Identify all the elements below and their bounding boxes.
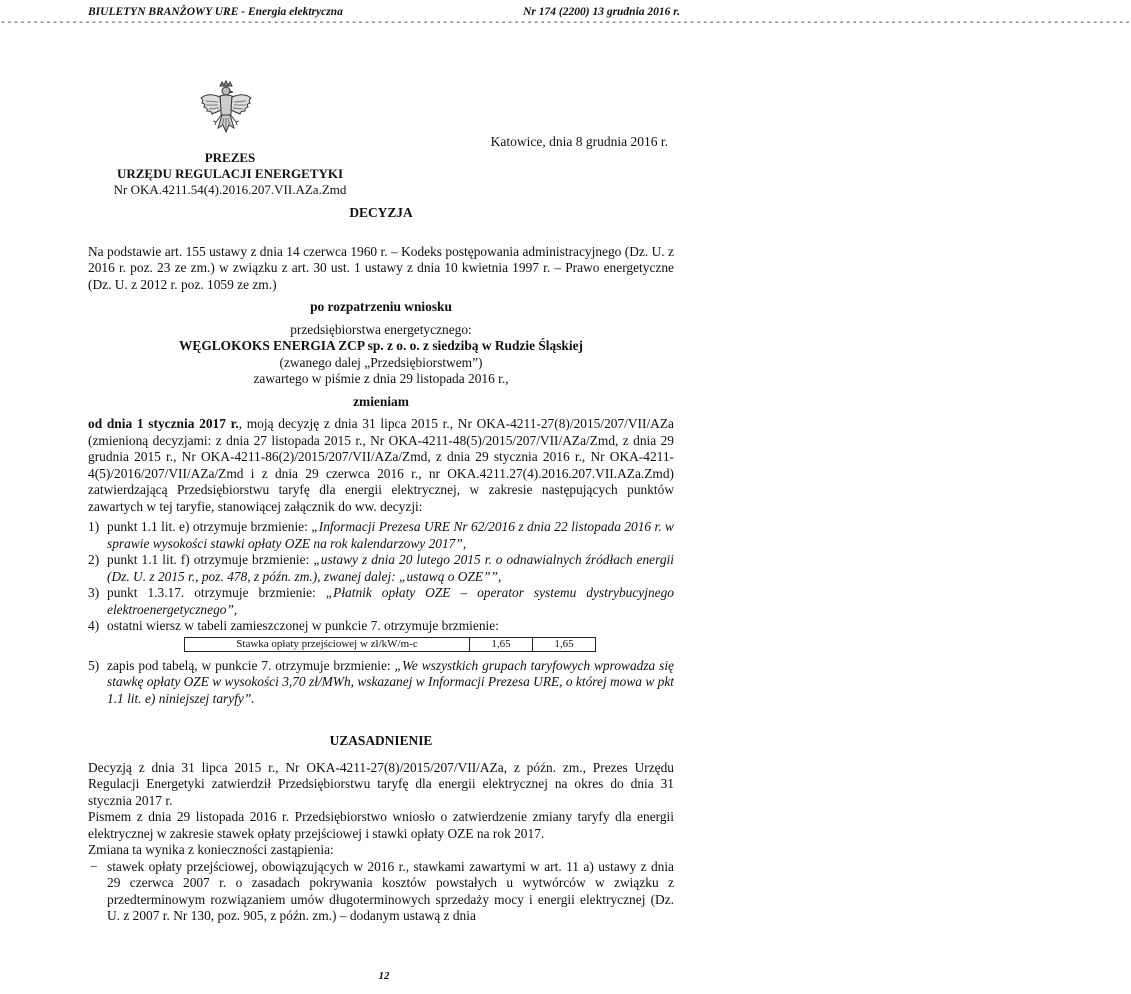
rate-label-cell: Stawka opłaty przejściowej w zł/kW/m-c	[185, 637, 470, 651]
authority-office: URZĘDU REGULACJI ENERGETYKI	[116, 166, 344, 181]
rate-table	[184, 637, 596, 652]
change-heading: zmieniam	[353, 393, 409, 409]
justification-paragraph: Pismem z dnia 29 listopada 2016 r. Przedsiębiorstwo wniosło o zatwierdzenie zmiany taryfy dla energii elektrycznej w zakresie stawek opłaty przejściowej i stawki opłaty OZE na rok 2017.	[88, 809, 674, 841]
justification-paragraph: Decyzją z dnia 31 lipca 2015 r., Nr OKA-4211-27(8)/2015/207/VII/AZa, z późn. zm., Prezes Urzędu Regulacji Energetyki zatwierdził Przedsiębiorstwu taryfę dla energii elektrycznej na okres do dnia 31 stycznia 2017 r.	[88, 759, 674, 808]
list-item: 3) punkt 1.3.17. otrzymuje brzmienie: „Płatnik opłaty OZE – operator systemu dystrybucyjnego elektroenergetycznego”,	[88, 585, 674, 617]
list-item: 4) ostatni wiersz w tabeli zamieszczonej w punkcie 7. otrzymuje brzmienie:	[88, 618, 499, 633]
replacement-list	[88, 859, 674, 925]
rate-value-cell: 1,65	[470, 637, 533, 651]
list-item: 2) punkt 1.1 lit. f) otrzymuje brzmienie: „ustawy z dnia 20 lutego 2015 r. o odnawialnych źródłach energii (Dz. U. z 2015 r., poz. 478, z późn. zm.), zwanej dalej: „ustawą o OZE””,	[88, 552, 674, 584]
company-block	[88, 322, 674, 388]
decision-title: DECYZJA	[349, 205, 413, 220]
justification-paragraph: Zmiana ta wynika z konieczności zastąpienia:	[88, 842, 334, 857]
table-row	[185, 637, 596, 651]
issue-number: Nr 174 (2200) 13 grudnia 2016 r.	[523, 6, 680, 18]
authority-title: PREZES	[204, 150, 256, 165]
case-reference: Nr OKA.4211.54(4).2016.207.VII.AZa.Zmd	[113, 182, 347, 197]
legal-basis: Na podstawie art. 155 ustawy z dnia 14 czerwca 1960 r. – Kodeks postępowania administracyjnego (Dz. U. z 2016 r. poz. 23 ze zm.) w związku z art. 30 ust. 1 ustawy z dnia 10 kwietnia 1997 r. – Prawo energetyczne (Dz. U. z 2012 r. poz. 1059 ze zm.)	[88, 243, 674, 292]
effective-date: od dnia 1 stycznia 2017 r.	[88, 416, 239, 431]
bulletin-title: BIULETYN BRANŻOWY URE - Energia elektryczna	[88, 6, 343, 18]
amendment-list-continued	[88, 658, 674, 708]
header-separator: ------------------------------------------------------------------------------------------------------------------------------------------------------------------------------	[0, 18, 1131, 29]
amendment-list	[88, 519, 674, 635]
company-letter: zawartego w piśmie z dnia 29 listopada 2016 r.,	[253, 371, 509, 386]
company-intro: przedsiębiorstwa energetycznego:	[290, 321, 472, 337]
place-and-date: Katowice, dnia 8 grudnia 2016 r.	[490, 134, 668, 149]
list-item: 1) punkt 1.1 lit. e) otrzymuje brzmienie: „Informacji Prezesa URE Nr 62/2016 z dnia 22 listopada 2016 r. w sprawie wysokości stawki opłaty OZE na rok kalendarzowy 2017”,	[88, 519, 674, 551]
change-paragraph	[88, 416, 674, 515]
polish-eagle-emblem-icon	[198, 80, 254, 142]
justification-title: UZASADNIENIE	[329, 733, 433, 748]
rate-value-cell: 1,65	[533, 637, 596, 651]
list-item: 5) zapis pod tabelą, w punkcie 7. otrzymuje brzmienie: „We wszystkich grupach taryfowych wprowadza się stawkę opłaty OZE w wysokości 3,70 zł/MWh, wskazanej w Informacji Prezesa URE, o której mowa w pkt 1.1 lit. e) niniejszej taryfy”.	[88, 657, 674, 706]
document-body	[88, 205, 674, 925]
list-item: − stawek opłaty przejściowej, obowiązujących w 2016 r., stawkami zawartymi w art. 11 a) ustawy z dnia 29 czerwca 2007 r. o zasadach pokrywania kosztów powstałych u wytwórców w związku z przedterminowym rozwiązaniem umów długoterminowych sprzedaży mocy i energii elektrycznej (Dz. U. z 2007 r. Nr 130, poz. 905, z późn. zm.) – dodanym ustawą z dnia	[90, 858, 674, 923]
company-alias: (zwanego dalej „Przedsiębiorstwem”)	[279, 354, 483, 370]
page-number: 12	[378, 970, 390, 982]
issuing-authority	[80, 150, 380, 198]
company-name: WĘGLOKOKS ENERGIA ZCP sp. z o. o. z siedzibą w Rudzie Śląskiej	[179, 338, 583, 353]
change-body: , moją decyzję z dnia 31 lipca 2015 r., Nr OKA-4211-27(8)/2015/207/VII/AZa (zmienioną decyzjami: z dnia 27 listopada 2015 r., Nr OKA-4211-48(5)/2015/207/VII/AZa/Zmd, z dnia 29 grudnia 2015 r., Nr OKA-4211-86(2)/2015/207/VII/AZa/Zmd, z dnia 29 stycznia 2016 r., Nr OKA-4211-4(5)/2016/207/VII/AZa/Zmd i z dnia 29 czerwca 2016 r., nr OKA.4211.27(4).2016.207.VII.AZa.Zmd) zatwierdzającą Przedsiębiorstwu taryfę dla energii elektrycznej, w zakresie następujących punktów zawartych w tej taryfie, stanowiącej załącznik do ww. decyzji:	[88, 416, 674, 514]
after-review-heading: po rozpatrzeniu wniosku	[310, 299, 452, 314]
